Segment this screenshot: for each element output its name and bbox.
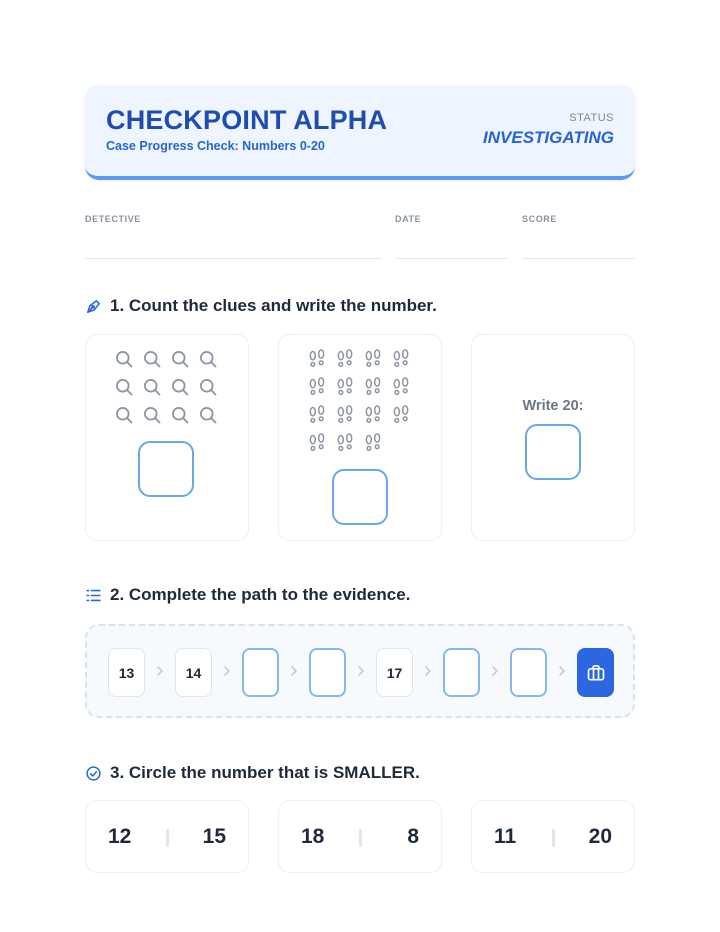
date-field[interactable] [395, 214, 508, 259]
chevron-right-icon [222, 663, 232, 679]
section-2-title: 2. Complete the path to the evidence. [110, 585, 411, 604]
answer-box[interactable] [138, 441, 194, 497]
check-circle-icon [85, 765, 102, 782]
section-3-heading [85, 763, 420, 783]
evidence-path [85, 624, 635, 718]
section-1-heading [85, 296, 437, 316]
answer-box[interactable] [525, 424, 581, 480]
path-number: 13 [108, 648, 145, 697]
chevron-right-icon [155, 663, 165, 679]
compare-number-right[interactable]: 15 [202, 825, 226, 848]
path-blank-box[interactable] [242, 648, 279, 697]
compare-number-left[interactable]: 18 [301, 825, 325, 848]
compare-card [278, 800, 442, 873]
page-subtitle: Case Progress Check: Numbers 0-20 [106, 139, 325, 153]
compare-number-right[interactable]: 8 [407, 825, 419, 848]
detective-label: DETECTIVE [85, 214, 141, 224]
compare-divider [166, 829, 169, 847]
path-number: 14 [175, 648, 212, 697]
score-label: SCORE [522, 214, 558, 224]
list-icon [85, 587, 102, 604]
chevron-right-icon [356, 663, 366, 679]
path-blank-box[interactable] [309, 648, 346, 697]
compare-number-left[interactable]: 11 [494, 825, 517, 848]
briefcase-icon [577, 648, 614, 697]
page-title: CHECKPOINT ALPHA [106, 105, 388, 135]
date-label: DATE [395, 214, 422, 224]
count-card-write [471, 334, 635, 541]
write-label: Write 20: [522, 398, 584, 414]
count-card-magnifiers [85, 334, 249, 541]
pen-icon [85, 298, 102, 315]
chevron-right-icon [423, 663, 433, 679]
chevron-right-icon [557, 663, 567, 679]
header-card [85, 85, 635, 180]
path-blank-box[interactable] [510, 648, 547, 697]
compare-number-right[interactable]: 20 [588, 825, 612, 848]
section-2-heading [85, 585, 410, 605]
status-label: STATUS [569, 112, 614, 124]
compare-divider [552, 829, 555, 847]
detective-field[interactable] [85, 214, 382, 259]
answer-box[interactable] [332, 469, 388, 525]
compare-card [85, 800, 249, 873]
score-field[interactable] [522, 214, 635, 259]
count-card-footprints [278, 334, 442, 541]
chevron-right-icon [490, 663, 500, 679]
compare-divider [359, 829, 362, 847]
path-number: 17 [376, 648, 413, 697]
chevron-right-icon [289, 663, 299, 679]
compare-number-left[interactable]: 12 [108, 825, 132, 848]
status-badge: INVESTIGATING [483, 128, 614, 147]
section-1-title: 1. Count the clues and write the number. [110, 296, 437, 315]
compare-card [471, 800, 635, 873]
section-3-title: 3. Circle the number that is SMALLER. [110, 763, 420, 782]
path-blank-box[interactable] [443, 648, 480, 697]
